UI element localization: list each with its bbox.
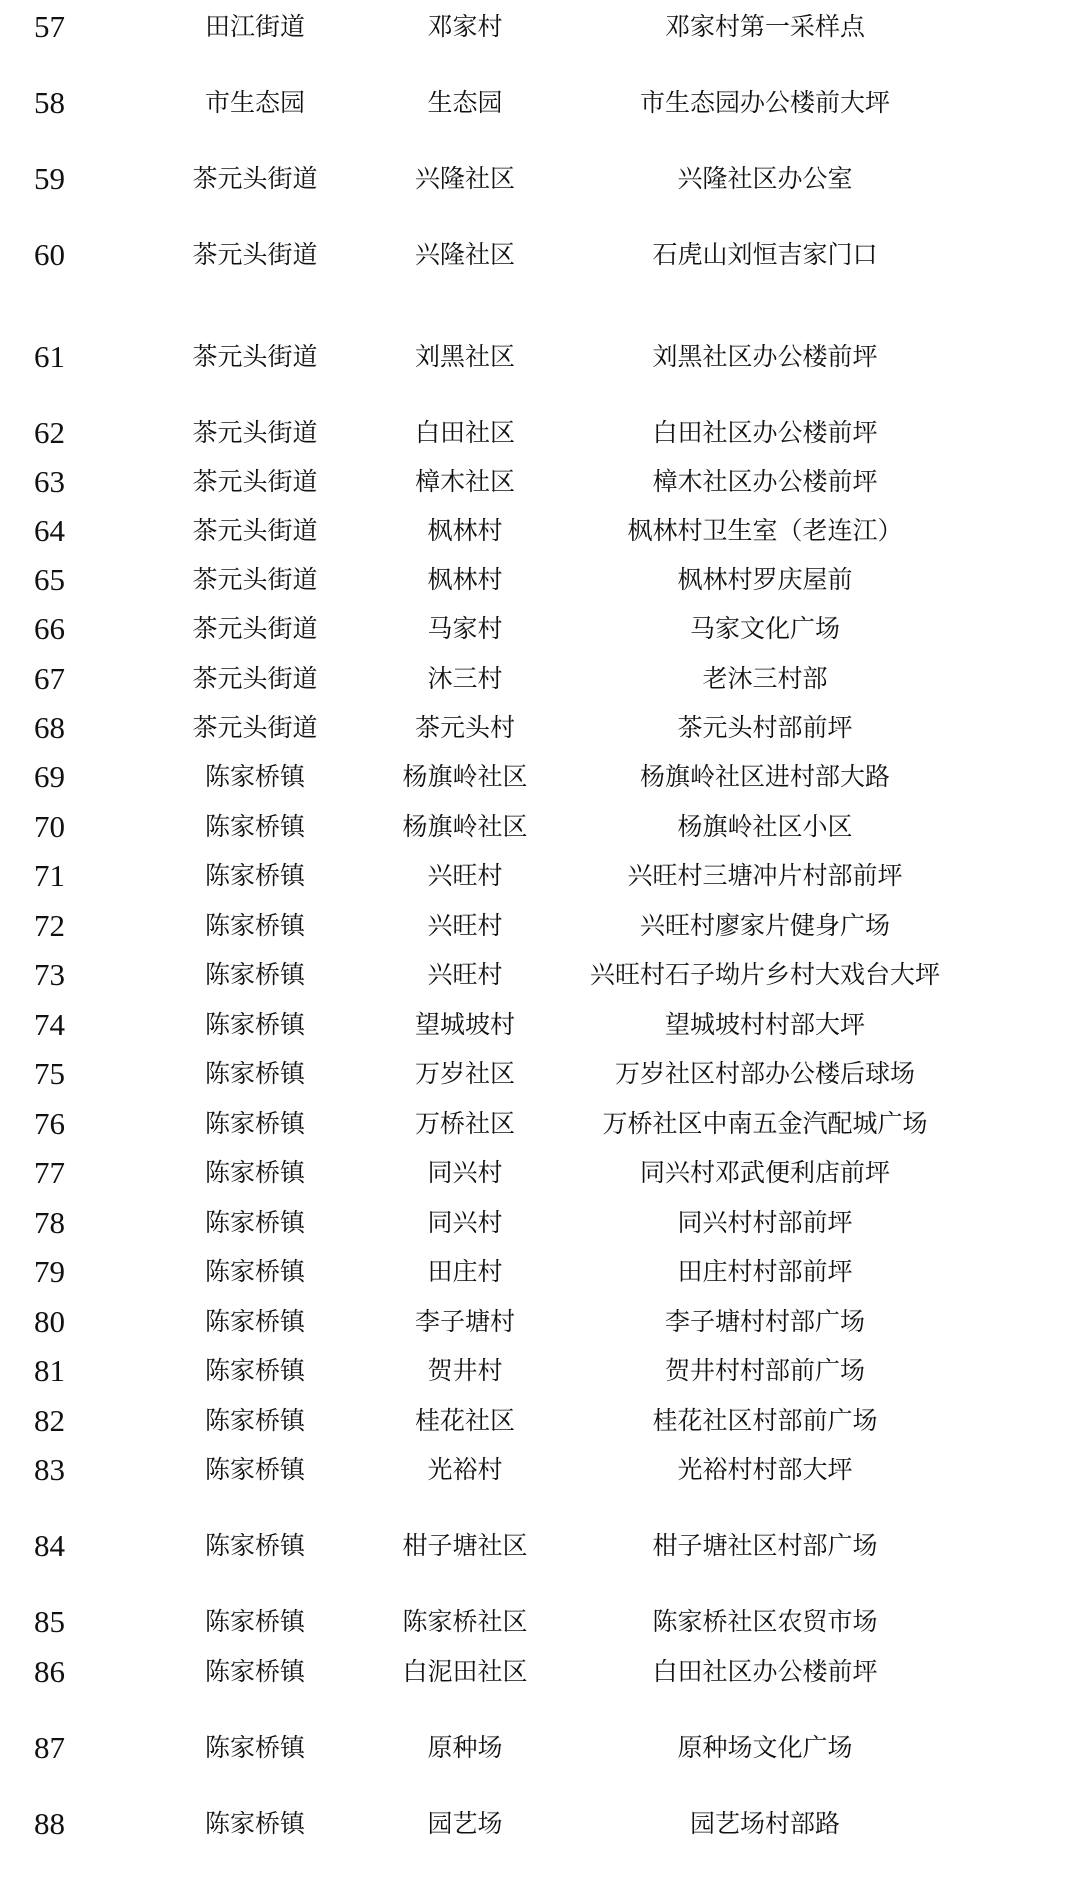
town-cell: 陈家桥镇 — [204, 1733, 305, 1762]
site-cell: 兴旺村石子坳片乡村大戏台大坪 — [589, 960, 940, 989]
table-row — [0, 235, 1080, 275]
site-cell: 兴旺村廖家片健身广场 — [639, 911, 890, 940]
table-row — [0, 1351, 1080, 1391]
table-row — [0, 1252, 1080, 1292]
table-row — [0, 337, 1080, 377]
site-cell: 枫林村卫生室（老连江） — [627, 516, 903, 545]
table-row — [0, 807, 1080, 847]
table-row — [0, 1728, 1080, 1768]
village-cell: 同兴村 — [427, 1208, 503, 1237]
town-cell: 陈家桥镇 — [204, 1607, 305, 1636]
town-cell: 陈家桥镇 — [204, 1109, 305, 1138]
table-row — [0, 1005, 1080, 1045]
village-cell: 柑子塘社区 — [402, 1531, 528, 1560]
village-cell: 贺井村 — [427, 1356, 503, 1385]
table-row — [0, 906, 1080, 946]
site-cell: 石虎山刘恒吉家门口 — [652, 240, 878, 269]
row-number: 85 — [34, 1604, 65, 1639]
table-row — [0, 511, 1080, 551]
site-cell: 兴旺村三塘冲片村部前坪 — [627, 861, 903, 890]
site-cell: 田庄村村部前坪 — [677, 1257, 853, 1286]
village-cell: 生态园 — [427, 88, 503, 117]
table-row — [0, 708, 1080, 748]
row-number: 83 — [34, 1452, 65, 1487]
table-row — [0, 1054, 1080, 1094]
row-number: 64 — [34, 513, 65, 548]
village-cell: 杨旗岭社区 — [402, 812, 528, 841]
site-cell: 原种场文化广场 — [677, 1733, 853, 1762]
table-row — [0, 159, 1080, 199]
village-cell: 枫林村 — [427, 565, 503, 594]
town-cell: 茶元头街道 — [192, 467, 318, 496]
site-cell: 陈家桥社区农贸市场 — [652, 1607, 878, 1636]
village-cell: 万桥社区 — [414, 1109, 515, 1138]
site-cell: 万岁社区村部办公楼后球场 — [614, 1059, 915, 1088]
village-cell: 茶元头村 — [414, 713, 515, 742]
village-cell: 白田社区 — [414, 418, 515, 447]
site-cell: 白田社区办公楼前坪 — [652, 1657, 878, 1686]
table-row — [0, 1203, 1080, 1243]
row-number: 81 — [34, 1353, 65, 1388]
village-cell: 光裕村 — [427, 1455, 503, 1484]
row-number: 62 — [34, 415, 65, 450]
town-cell: 陈家桥镇 — [204, 1307, 305, 1336]
table-row — [0, 413, 1080, 453]
site-cell: 杨旗岭社区进村部大路 — [639, 762, 890, 791]
row-number: 75 — [34, 1056, 65, 1091]
site-cell: 同兴村邓武便利店前坪 — [639, 1158, 890, 1187]
site-cell: 市生态园办公楼前大坪 — [639, 88, 890, 117]
table-row — [0, 1450, 1080, 1490]
row-number: 65 — [34, 562, 65, 597]
village-cell: 兴旺村 — [427, 911, 503, 940]
town-cell: 陈家桥镇 — [204, 1657, 305, 1686]
town-cell: 茶元头街道 — [192, 565, 318, 594]
row-number: 57 — [34, 9, 65, 44]
table-row — [0, 560, 1080, 600]
village-cell: 田庄村 — [427, 1257, 503, 1286]
town-cell: 茶元头街道 — [192, 516, 318, 545]
town-cell: 茶元头街道 — [192, 240, 318, 269]
village-cell: 园艺场 — [427, 1809, 503, 1838]
town-cell: 陈家桥镇 — [204, 861, 305, 890]
row-number: 84 — [34, 1528, 65, 1563]
village-cell: 樟木社区 — [414, 467, 515, 496]
town-cell: 陈家桥镇 — [204, 960, 305, 989]
village-cell: 桂花社区 — [414, 1406, 515, 1435]
village-cell: 白泥田社区 — [402, 1657, 528, 1686]
table-row — [0, 659, 1080, 699]
row-number: 58 — [34, 85, 65, 120]
town-cell: 市生态园 — [204, 88, 305, 117]
village-cell: 马家村 — [427, 614, 503, 643]
row-number: 67 — [34, 661, 65, 696]
row-number: 86 — [34, 1654, 65, 1689]
town-cell: 茶元头街道 — [192, 418, 318, 447]
table-row — [0, 1526, 1080, 1566]
site-cell: 柑子塘社区村部广场 — [652, 1531, 878, 1560]
table-row — [0, 1401, 1080, 1441]
site-cell: 桂花社区村部前广场 — [652, 1406, 878, 1435]
site-cell: 园艺场村部路 — [689, 1809, 840, 1838]
village-cell: 兴隆社区 — [414, 240, 515, 269]
row-number: 63 — [34, 464, 65, 499]
site-cell: 李子塘村村部广场 — [664, 1307, 865, 1336]
village-cell: 邓家村 — [427, 12, 503, 41]
row-number: 66 — [34, 611, 65, 646]
town-cell: 陈家桥镇 — [204, 1531, 305, 1560]
table-row — [0, 1804, 1080, 1844]
town-cell: 陈家桥镇 — [204, 812, 305, 841]
row-number: 68 — [34, 710, 65, 745]
table-row — [0, 83, 1080, 123]
table-row — [0, 757, 1080, 797]
village-cell: 枫林村 — [427, 516, 503, 545]
row-number: 74 — [34, 1007, 65, 1042]
town-cell: 陈家桥镇 — [204, 1010, 305, 1039]
village-cell: 同兴村 — [427, 1158, 503, 1187]
row-number: 61 — [34, 339, 65, 374]
village-cell: 李子塘村 — [414, 1307, 515, 1336]
table-row — [0, 856, 1080, 896]
village-cell: 万岁社区 — [414, 1059, 515, 1088]
table-row — [0, 609, 1080, 649]
site-cell: 望城坡村村部大坪 — [664, 1010, 865, 1039]
row-number: 60 — [34, 237, 65, 272]
table-row — [0, 7, 1080, 47]
town-cell: 茶元头街道 — [192, 342, 318, 371]
town-cell: 茶元头街道 — [192, 713, 318, 742]
village-cell: 兴旺村 — [427, 861, 503, 890]
village-cell: 望城坡村 — [414, 1010, 515, 1039]
site-cell: 贺井村村部前广场 — [664, 1356, 865, 1385]
row-number: 73 — [34, 957, 65, 992]
table-row — [0, 1104, 1080, 1144]
village-cell: 兴旺村 — [427, 960, 503, 989]
town-cell: 陈家桥镇 — [204, 1455, 305, 1484]
table-row — [0, 1652, 1080, 1692]
town-cell: 茶元头街道 — [192, 164, 318, 193]
table-row — [0, 1302, 1080, 1342]
site-cell: 樟木社区办公楼前坪 — [652, 467, 878, 496]
site-cell: 光裕村村部大坪 — [677, 1455, 853, 1484]
town-cell: 陈家桥镇 — [204, 911, 305, 940]
row-number: 70 — [34, 809, 65, 844]
row-number: 80 — [34, 1304, 65, 1339]
row-number: 72 — [34, 908, 65, 943]
row-number: 82 — [34, 1403, 65, 1438]
village-cell: 原种场 — [427, 1733, 503, 1762]
site-cell: 茶元头村部前坪 — [677, 713, 853, 742]
site-cell: 万桥社区中南五金汽配城广场 — [602, 1109, 928, 1138]
site-cell: 刘黑社区办公楼前坪 — [652, 342, 878, 371]
row-number: 76 — [34, 1106, 65, 1141]
row-number: 87 — [34, 1730, 65, 1765]
town-cell: 陈家桥镇 — [204, 762, 305, 791]
site-cell: 邓家村第一采样点 — [664, 12, 865, 41]
site-cell: 同兴村村部前坪 — [677, 1208, 853, 1237]
row-number: 69 — [34, 759, 65, 794]
row-number: 77 — [34, 1155, 65, 1190]
site-cell: 老沐三村部 — [702, 664, 828, 693]
village-cell: 刘黑社区 — [414, 342, 515, 371]
town-cell: 陈家桥镇 — [204, 1406, 305, 1435]
row-number: 59 — [34, 161, 65, 196]
site-cell: 杨旗岭社区小区 — [677, 812, 853, 841]
village-cell: 杨旗岭社区 — [402, 762, 528, 791]
village-cell: 陈家桥社区 — [402, 1607, 528, 1636]
town-cell: 陈家桥镇 — [204, 1059, 305, 1088]
town-cell: 陈家桥镇 — [204, 1158, 305, 1187]
row-number: 71 — [34, 858, 65, 893]
table-row — [0, 462, 1080, 502]
village-cell: 沐三村 — [427, 664, 503, 693]
town-cell: 陈家桥镇 — [204, 1809, 305, 1838]
table-row — [0, 1153, 1080, 1193]
town-cell: 茶元头街道 — [192, 614, 318, 643]
site-cell: 马家文化广场 — [689, 614, 840, 643]
table-row — [0, 1602, 1080, 1642]
site-cell: 兴隆社区办公室 — [677, 164, 853, 193]
table-row — [0, 955, 1080, 995]
village-cell: 兴隆社区 — [414, 164, 515, 193]
town-cell: 茶元头街道 — [192, 664, 318, 693]
town-cell: 田江街道 — [204, 12, 305, 41]
town-cell: 陈家桥镇 — [204, 1356, 305, 1385]
row-number: 79 — [34, 1254, 65, 1289]
row-number: 78 — [34, 1205, 65, 1240]
site-cell: 枫林村罗庆屋前 — [677, 565, 853, 594]
row-number: 88 — [34, 1806, 65, 1841]
town-cell: 陈家桥镇 — [204, 1208, 305, 1237]
site-cell: 白田社区办公楼前坪 — [652, 418, 878, 447]
town-cell: 陈家桥镇 — [204, 1257, 305, 1286]
